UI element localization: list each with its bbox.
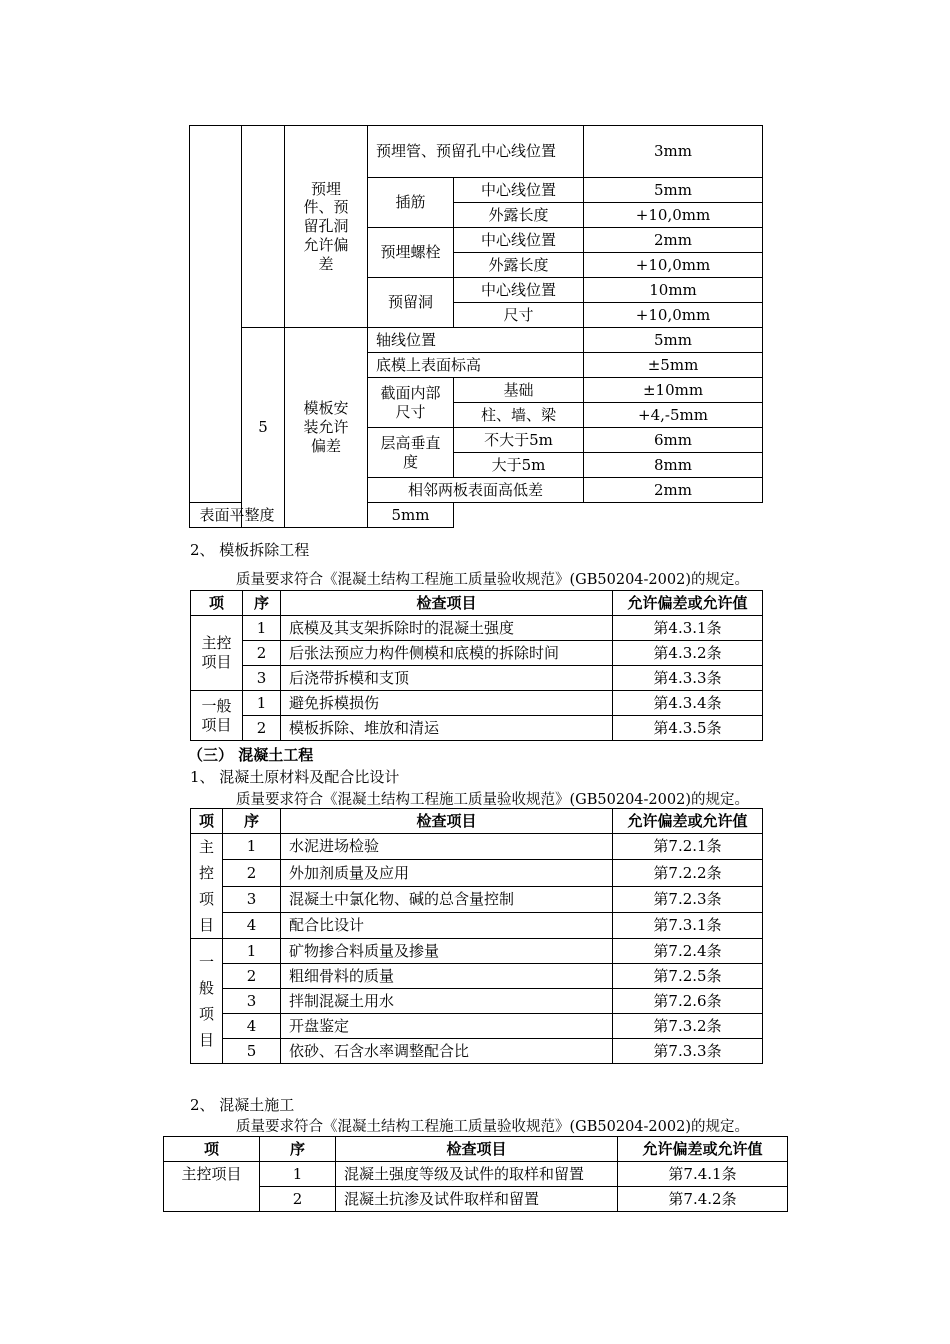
- section-b-value: +4,-5mm: [584, 403, 763, 428]
- table-row-seq: 3: [223, 989, 281, 1014]
- axis-item: 轴线位置: [368, 328, 584, 353]
- table-row-allow: 第7.2.5条: [613, 964, 763, 989]
- table-row-seq: 1: [223, 939, 281, 964]
- hole-b: 尺寸: [454, 303, 584, 328]
- section-a: 基础: [454, 378, 584, 403]
- header-check: 检查项目: [281, 591, 613, 616]
- table-row-seq: 2: [260, 1187, 336, 1212]
- pipe-value: 3mm: [584, 126, 763, 178]
- table-row-check: 依砂、石含水率调整配合比: [281, 1039, 613, 1064]
- section-3-1-title: 1、 混凝土原材料及配合比设计: [190, 768, 400, 786]
- tolerance-table: [189, 125, 763, 528]
- rebar-a: 中心线位置: [454, 178, 584, 203]
- header-seq: 序: [243, 591, 281, 616]
- bolt-b-value: +10,0mm: [584, 253, 763, 278]
- section-3-title: （三） 混凝土工程: [188, 746, 314, 764]
- flat-value: 5mm: [368, 503, 454, 528]
- hole-a-value: 10mm: [584, 278, 763, 303]
- table-row-check: 矿物掺合料质量及掺量: [281, 939, 613, 964]
- hole-item: 预留洞: [368, 278, 454, 328]
- vert-b-value: 8mm: [584, 453, 763, 478]
- table-row-check: 后浇带拆模和支顶: [281, 666, 613, 691]
- section-3-2-desc: 质量要求符合《混凝土结构工程施工质量验收规范》(GB50204-2002)的规定。: [236, 1119, 749, 1135]
- table-row-check: 混凝土抗渗及试件取样和留置: [336, 1187, 618, 1212]
- seq-5: 5: [242, 328, 285, 528]
- table-row-seq: 2: [223, 860, 281, 886]
- table-row-allow: 第7.2.6条: [613, 989, 763, 1014]
- table-row-seq: 4: [223, 912, 281, 938]
- header-item: 项: [191, 809, 223, 834]
- rebar-a-value: 5mm: [584, 178, 763, 203]
- rebar-item: 插筋: [368, 178, 454, 228]
- embedded-parts-label: 预埋件、预留孔洞允许偏差: [285, 126, 368, 328]
- header-allow: 允许偏差或允许值: [613, 591, 763, 616]
- table-row-seq: 3: [223, 886, 281, 912]
- table-row-seq: 5: [223, 1039, 281, 1064]
- table-row-check: 外加剂质量及应用: [281, 860, 613, 886]
- table-row-check: 混凝土中氯化物、碱的总含量控制: [281, 886, 613, 912]
- section-2-title: 2、 模板拆除工程: [190, 541, 310, 559]
- formwork-removal-table: [190, 590, 763, 741]
- adj-value: 2mm: [584, 478, 763, 503]
- construction-table: [163, 1136, 788, 1212]
- main-control-label: 主控项目: [164, 1162, 260, 1212]
- table-row-check: 后张法预应力构件侧模和底模的拆除时间: [281, 641, 613, 666]
- adj-item: 相邻两板表面高低差: [368, 478, 584, 503]
- table-row-seq: 3: [243, 666, 281, 691]
- pipe-item: 预埋管、预留孔中心线位置: [368, 126, 584, 178]
- table-row-check: 底模及其支架拆除时的混凝土强度: [281, 616, 613, 641]
- table-row-allow: 第4.3.1条: [613, 616, 763, 641]
- flat-item: 表面平整度: [190, 503, 285, 528]
- table-row-seq: 1: [260, 1162, 336, 1187]
- general-label: 一般项目: [191, 691, 243, 741]
- header-check: 检查项目: [336, 1137, 618, 1162]
- section-2-desc: 质量要求符合《混凝土结构工程施工质量验收规范》(GB50204-2002)的规定。: [236, 572, 749, 588]
- header-item: 项: [191, 591, 243, 616]
- vert-a-value: 6mm: [584, 428, 763, 453]
- table-row-check: 水泥进场检验: [281, 834, 613, 860]
- table-row-seq: 1: [243, 616, 281, 641]
- rebar-b: 外露长度: [454, 203, 584, 228]
- table-row-allow: 第4.3.4条: [613, 691, 763, 716]
- table-row-allow: 第7.2.2条: [613, 860, 763, 886]
- table-row-allow: 第4.3.3条: [613, 666, 763, 691]
- table-row-allow: 第7.2.4条: [613, 939, 763, 964]
- table-row-allow: 第7.4.2条: [618, 1187, 788, 1212]
- table-row-check: 开盘鉴定: [281, 1014, 613, 1039]
- table-row-check: 混凝土强度等级及试件的取样和留置: [336, 1162, 618, 1187]
- table-row-allow: 第7.3.1条: [613, 912, 763, 938]
- bolt-a: 中心线位置: [454, 228, 584, 253]
- table-row-allow: 第7.3.3条: [613, 1039, 763, 1064]
- table-row-allow: 第7.3.2条: [613, 1014, 763, 1039]
- elev-item: 底模上表面标高: [368, 353, 584, 378]
- table-row-seq: 2: [243, 641, 281, 666]
- bolt-b: 外露长度: [454, 253, 584, 278]
- table-row-check: 拌制混凝土用水: [281, 989, 613, 1014]
- table-row-allow: 第7.2.3条: [613, 886, 763, 912]
- header-check: 检查项目: [281, 809, 613, 834]
- section-a-value: ±10mm: [584, 378, 763, 403]
- table-row-check: 模板拆除、堆放和清运: [281, 716, 613, 741]
- item-col-blank: [190, 126, 242, 503]
- table-row-check: 避免拆模损伤: [281, 691, 613, 716]
- header-allow: 允许偏差或允许值: [613, 809, 763, 834]
- main-control-label: 主控项目: [191, 834, 223, 939]
- seq-col-blank: [242, 126, 285, 328]
- table-row-seq: 2: [243, 716, 281, 741]
- section-3-1-desc: 质量要求符合《混凝土结构工程施工质量验收规范》(GB50204-2002)的规定。: [236, 792, 749, 808]
- hole-b-value: +10,0mm: [584, 303, 763, 328]
- bolt-a-value: 2mm: [584, 228, 763, 253]
- rebar-b-value: +10,0mm: [584, 203, 763, 228]
- table-row-allow: 第7.2.1条: [613, 834, 763, 860]
- table-row-check: 配合比设计: [281, 912, 613, 938]
- section-item: 截面内部尺寸: [368, 378, 454, 428]
- vert-item: 层高垂直度: [368, 428, 454, 478]
- formwork-label: 模板安装允许偏差: [285, 328, 368, 528]
- general-label: 一般项目: [191, 939, 223, 1064]
- table-row-seq: 4: [223, 1014, 281, 1039]
- section-3-2-title: 2、 混凝土施工: [190, 1096, 295, 1114]
- bolt-item: 预埋螺栓: [368, 228, 454, 278]
- elev-value: ±5mm: [584, 353, 763, 378]
- raw-material-table: [190, 808, 763, 1064]
- vert-a: 不大于5m: [454, 428, 584, 453]
- header-item: 项: [164, 1137, 260, 1162]
- main-control-label: 主控项目: [191, 616, 243, 691]
- header-seq: 序: [223, 809, 281, 834]
- axis-value: 5mm: [584, 328, 763, 353]
- table-row-seq: 1: [243, 691, 281, 716]
- table-row-allow: 第7.4.1条: [618, 1162, 788, 1187]
- table-row-check: 粗细骨料的质量: [281, 964, 613, 989]
- header-allow: 允许偏差或允许值: [618, 1137, 788, 1162]
- table-row-seq: 2: [223, 964, 281, 989]
- table-row-seq: 1: [223, 834, 281, 860]
- table-row-allow: 第4.3.2条: [613, 641, 763, 666]
- hole-a: 中心线位置: [454, 278, 584, 303]
- header-seq: 序: [260, 1137, 336, 1162]
- table-row-allow: 第4.3.5条: [613, 716, 763, 741]
- section-b: 柱、墙、梁: [454, 403, 584, 428]
- vert-b: 大于5m: [454, 453, 584, 478]
